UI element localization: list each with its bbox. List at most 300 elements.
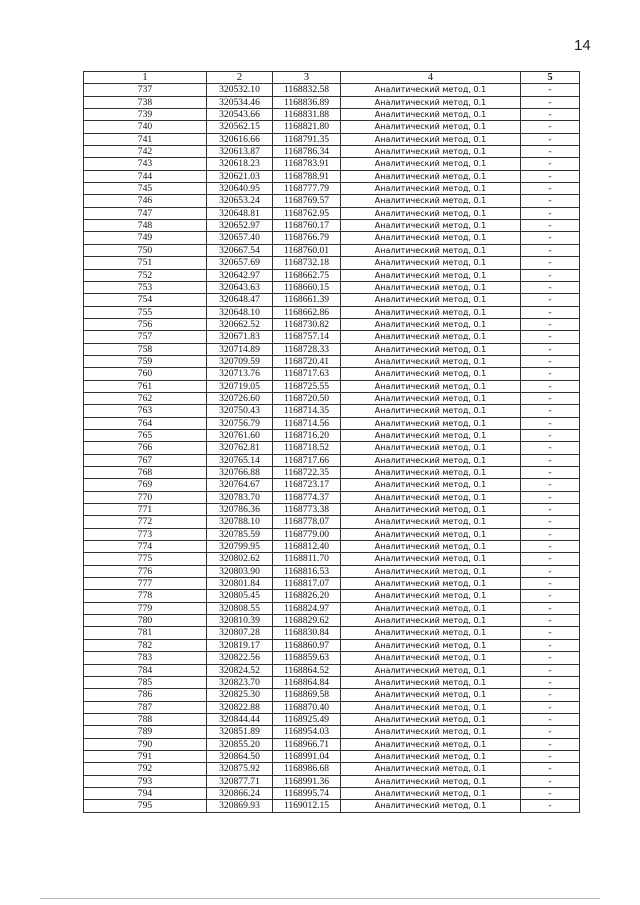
y-coordinate-cell: 1168777.79 — [273, 183, 341, 195]
accuracy-cell: - — [521, 664, 580, 676]
accuracy-cell: - — [521, 392, 580, 404]
y-coordinate-cell: 1168860.97 — [273, 639, 341, 651]
accuracy-cell: - — [521, 602, 580, 614]
method-cell: Аналитический метод, 0.1 — [341, 578, 521, 590]
table-row — [84, 565, 580, 577]
table-row — [84, 479, 580, 491]
accuracy-cell: - — [521, 553, 580, 565]
table-row — [84, 504, 580, 516]
column-header-3: 3 — [273, 72, 341, 84]
y-coordinate-cell: 1168812.40 — [273, 541, 341, 553]
table-row — [84, 467, 580, 479]
table-row — [84, 146, 580, 158]
table-row — [84, 639, 580, 651]
y-coordinate-cell: 1168864.52 — [273, 664, 341, 676]
method-cell: Аналитический метод, 0.1 — [341, 479, 521, 491]
method-cell: Аналитический метод, 0.1 — [341, 429, 521, 441]
method-cell: Аналитический метод, 0.1 — [341, 269, 521, 281]
accuracy-cell: - — [521, 368, 580, 380]
x-coordinate-cell: 320810.39 — [207, 615, 273, 627]
point-number-cell: 740 — [84, 121, 207, 133]
accuracy-cell: - — [521, 639, 580, 651]
x-coordinate-cell: 320766.88 — [207, 467, 273, 479]
accuracy-cell: - — [521, 306, 580, 318]
table-row — [84, 343, 580, 355]
method-cell: Аналитический метод, 0.1 — [341, 343, 521, 355]
point-number-cell: 792 — [84, 763, 207, 775]
accuracy-cell: - — [521, 380, 580, 392]
table-row — [84, 96, 580, 108]
method-cell: Аналитический метод, 0.1 — [341, 467, 521, 479]
y-coordinate-cell: 1168788.91 — [273, 170, 341, 182]
point-number-cell: 750 — [84, 244, 207, 256]
point-number-cell: 791 — [84, 750, 207, 762]
x-coordinate-cell: 320642.97 — [207, 269, 273, 281]
table-row — [84, 109, 580, 121]
method-cell: Аналитический метод, 0.1 — [341, 615, 521, 627]
point-number-cell: 788 — [84, 713, 207, 725]
x-coordinate-cell: 320667.54 — [207, 244, 273, 256]
accuracy-cell: - — [521, 96, 580, 108]
point-number-cell: 781 — [84, 627, 207, 639]
method-cell: Аналитический метод, 0.1 — [341, 541, 521, 553]
point-number-cell: 754 — [84, 294, 207, 306]
table-row — [84, 701, 580, 713]
y-coordinate-cell: 1168831.88 — [273, 109, 341, 121]
y-coordinate-cell: 1168859.63 — [273, 652, 341, 664]
method-cell: Аналитический метод, 0.1 — [341, 331, 521, 343]
point-number-cell: 760 — [84, 368, 207, 380]
accuracy-cell: - — [521, 504, 580, 516]
y-coordinate-cell: 1168774.37 — [273, 491, 341, 503]
accuracy-cell: - — [521, 269, 580, 281]
accuracy-cell: - — [521, 454, 580, 466]
y-coordinate-cell: 1168760.01 — [273, 244, 341, 256]
y-coordinate-cell: 1168783.91 — [273, 158, 341, 170]
x-coordinate-cell: 320616.66 — [207, 133, 273, 145]
method-cell: Аналитический метод, 0.1 — [341, 689, 521, 701]
table-row — [84, 713, 580, 725]
x-coordinate-cell: 320786.36 — [207, 504, 273, 516]
x-coordinate-cell: 320713.76 — [207, 368, 273, 380]
x-coordinate-cell: 320825.30 — [207, 689, 273, 701]
table-row — [84, 281, 580, 293]
y-coordinate-cell: 1168728.33 — [273, 343, 341, 355]
method-cell: Аналитический метод, 0.1 — [341, 504, 521, 516]
coordinates-table-container — [83, 71, 579, 813]
table-row — [84, 652, 580, 664]
x-coordinate-cell: 320877.71 — [207, 775, 273, 787]
x-coordinate-cell: 320851.89 — [207, 726, 273, 738]
method-cell: Аналитический метод, 0.1 — [341, 676, 521, 688]
y-coordinate-cell: 1168830.84 — [273, 627, 341, 639]
x-coordinate-cell: 320765.14 — [207, 454, 273, 466]
method-cell: Аналитический метод, 0.1 — [341, 170, 521, 182]
accuracy-cell: - — [521, 207, 580, 219]
y-coordinate-cell: 1168725.55 — [273, 380, 341, 392]
method-cell: Аналитический метод, 0.1 — [341, 121, 521, 133]
table-row — [84, 800, 580, 812]
y-coordinate-cell: 1168732.18 — [273, 257, 341, 269]
y-coordinate-cell: 1168995.74 — [273, 787, 341, 799]
method-cell: Аналитический метод, 0.1 — [341, 183, 521, 195]
accuracy-cell: - — [521, 787, 580, 799]
column-header-2: 2 — [207, 72, 273, 84]
accuracy-cell: - — [521, 467, 580, 479]
y-coordinate-cell: 1168991.04 — [273, 750, 341, 762]
y-coordinate-cell: 1168836.89 — [273, 96, 341, 108]
accuracy-cell: - — [521, 689, 580, 701]
accuracy-cell: - — [521, 615, 580, 627]
table-row — [84, 121, 580, 133]
accuracy-cell: - — [521, 244, 580, 256]
point-number-cell: 746 — [84, 195, 207, 207]
y-coordinate-cell: 1168660.15 — [273, 281, 341, 293]
table-row — [84, 244, 580, 256]
column-header-5: 5 — [521, 72, 580, 84]
point-number-cell: 737 — [84, 84, 207, 96]
method-cell: Аналитический метод, 0.1 — [341, 738, 521, 750]
coordinates-table — [83, 71, 580, 813]
table-row — [84, 664, 580, 676]
x-coordinate-cell: 320618.23 — [207, 158, 273, 170]
accuracy-cell: - — [521, 541, 580, 553]
accuracy-cell: - — [521, 775, 580, 787]
x-coordinate-cell: 320613.87 — [207, 146, 273, 158]
point-number-cell: 795 — [84, 800, 207, 812]
method-cell: Аналитический метод, 0.1 — [341, 417, 521, 429]
x-coordinate-cell: 320648.10 — [207, 306, 273, 318]
point-number-cell: 778 — [84, 590, 207, 602]
point-number-cell: 744 — [84, 170, 207, 182]
x-coordinate-cell: 320750.43 — [207, 405, 273, 417]
accuracy-cell: - — [521, 146, 580, 158]
y-coordinate-cell: 1168769.57 — [273, 195, 341, 207]
x-coordinate-cell: 320643.63 — [207, 281, 273, 293]
point-number-cell: 764 — [84, 417, 207, 429]
x-coordinate-cell: 320719.05 — [207, 380, 273, 392]
y-coordinate-cell: 1168816.53 — [273, 565, 341, 577]
method-cell: Аналитический метод, 0.1 — [341, 158, 521, 170]
accuracy-cell: - — [521, 183, 580, 195]
x-coordinate-cell: 320648.81 — [207, 207, 273, 219]
method-cell: Аналитический метод, 0.1 — [341, 750, 521, 762]
accuracy-cell: - — [521, 355, 580, 367]
column-header-1: 1 — [84, 72, 207, 84]
x-coordinate-cell: 320562.15 — [207, 121, 273, 133]
accuracy-cell: - — [521, 578, 580, 590]
method-cell: Аналитический метод, 0.1 — [341, 84, 521, 96]
accuracy-cell: - — [521, 726, 580, 738]
point-number-cell: 766 — [84, 442, 207, 454]
table-row — [84, 257, 580, 269]
table-row — [84, 405, 580, 417]
x-coordinate-cell: 320671.83 — [207, 331, 273, 343]
point-number-cell: 742 — [84, 146, 207, 158]
x-coordinate-cell: 320805.45 — [207, 590, 273, 602]
accuracy-cell: - — [521, 676, 580, 688]
method-cell: Аналитический метод, 0.1 — [341, 195, 521, 207]
y-coordinate-cell: 1168717.63 — [273, 368, 341, 380]
accuracy-cell: - — [521, 417, 580, 429]
x-coordinate-cell: 320875.92 — [207, 763, 273, 775]
y-coordinate-cell: 1168662.86 — [273, 306, 341, 318]
column-header-4: 4 — [341, 72, 521, 84]
method-cell: Аналитический метод, 0.1 — [341, 602, 521, 614]
table-row — [84, 726, 580, 738]
x-coordinate-cell: 320761.60 — [207, 429, 273, 441]
table-row — [84, 183, 580, 195]
y-coordinate-cell: 1168723.17 — [273, 479, 341, 491]
method-cell: Аналитический метод, 0.1 — [341, 355, 521, 367]
x-coordinate-cell: 320864.50 — [207, 750, 273, 762]
point-number-cell: 779 — [84, 602, 207, 614]
table-row — [84, 738, 580, 750]
y-coordinate-cell: 1168766.79 — [273, 232, 341, 244]
method-cell: Аналитический метод, 0.1 — [341, 553, 521, 565]
accuracy-cell: - — [521, 281, 580, 293]
table-row — [84, 491, 580, 503]
x-coordinate-cell: 320543.66 — [207, 109, 273, 121]
accuracy-cell: - — [521, 701, 580, 713]
y-coordinate-cell: 1168870.40 — [273, 701, 341, 713]
method-cell: Аналитический метод, 0.1 — [341, 652, 521, 664]
accuracy-cell: - — [521, 763, 580, 775]
point-number-cell: 780 — [84, 615, 207, 627]
x-coordinate-cell: 320803.90 — [207, 565, 273, 577]
y-coordinate-cell: 1168824.97 — [273, 602, 341, 614]
table-header-row — [84, 72, 580, 84]
method-cell: Аналитический метод, 0.1 — [341, 491, 521, 503]
y-coordinate-cell: 1168661.39 — [273, 294, 341, 306]
x-coordinate-cell: 320657.40 — [207, 232, 273, 244]
y-coordinate-cell: 1168720.41 — [273, 355, 341, 367]
point-number-cell: 755 — [84, 306, 207, 318]
y-coordinate-cell: 1168757.14 — [273, 331, 341, 343]
x-coordinate-cell: 320801.84 — [207, 578, 273, 590]
point-number-cell: 747 — [84, 207, 207, 219]
point-number-cell: 763 — [84, 405, 207, 417]
method-cell: Аналитический метод, 0.1 — [341, 380, 521, 392]
point-number-cell: 767 — [84, 454, 207, 466]
y-coordinate-cell: 1168778.07 — [273, 516, 341, 528]
point-number-cell: 773 — [84, 528, 207, 540]
point-number-cell: 738 — [84, 96, 207, 108]
table-row — [84, 553, 580, 565]
table-row — [84, 750, 580, 762]
y-coordinate-cell: 1168718.52 — [273, 442, 341, 454]
x-coordinate-cell: 320824.52 — [207, 664, 273, 676]
point-number-cell: 761 — [84, 380, 207, 392]
point-number-cell: 782 — [84, 639, 207, 651]
y-coordinate-cell: 1168811.70 — [273, 553, 341, 565]
point-number-cell: 770 — [84, 491, 207, 503]
accuracy-cell: - — [521, 627, 580, 639]
table-row — [84, 417, 580, 429]
method-cell: Аналитический метод, 0.1 — [341, 405, 521, 417]
accuracy-cell: - — [521, 528, 580, 540]
accuracy-cell: - — [521, 158, 580, 170]
point-number-cell: 774 — [84, 541, 207, 553]
table-row — [84, 133, 580, 145]
accuracy-cell: - — [521, 232, 580, 244]
method-cell: Аналитический метод, 0.1 — [341, 590, 521, 602]
point-number-cell: 783 — [84, 652, 207, 664]
table-row — [84, 454, 580, 466]
y-coordinate-cell: 1168954.03 — [273, 726, 341, 738]
method-cell: Аналитический метод, 0.1 — [341, 664, 521, 676]
point-number-cell: 794 — [84, 787, 207, 799]
x-coordinate-cell: 320808.55 — [207, 602, 273, 614]
method-cell: Аналитический метод, 0.1 — [341, 207, 521, 219]
x-coordinate-cell: 320657.69 — [207, 257, 273, 269]
table-row — [84, 170, 580, 182]
table-row — [84, 331, 580, 343]
point-number-cell: 793 — [84, 775, 207, 787]
point-number-cell: 743 — [84, 158, 207, 170]
y-coordinate-cell: 1168662.75 — [273, 269, 341, 281]
method-cell: Аналитический метод, 0.1 — [341, 232, 521, 244]
y-coordinate-cell: 1168966.71 — [273, 738, 341, 750]
y-coordinate-cell: 1169012.15 — [273, 800, 341, 812]
accuracy-cell: - — [521, 405, 580, 417]
y-coordinate-cell: 1168826.20 — [273, 590, 341, 602]
table-row — [84, 627, 580, 639]
table-row — [84, 380, 580, 392]
accuracy-cell: - — [521, 565, 580, 577]
point-number-cell: 768 — [84, 467, 207, 479]
x-coordinate-cell: 320822.88 — [207, 701, 273, 713]
table-row — [84, 368, 580, 380]
y-coordinate-cell: 1168760.17 — [273, 220, 341, 232]
accuracy-cell: - — [521, 331, 580, 343]
y-coordinate-cell: 1168791.35 — [273, 133, 341, 145]
table-row — [84, 775, 580, 787]
point-number-cell: 748 — [84, 220, 207, 232]
x-coordinate-cell: 320648.47 — [207, 294, 273, 306]
point-number-cell: 758 — [84, 343, 207, 355]
table-row — [84, 602, 580, 614]
point-number-cell: 762 — [84, 392, 207, 404]
page-number: 14 — [574, 37, 591, 54]
point-number-cell: 765 — [84, 429, 207, 441]
x-coordinate-cell: 320756.79 — [207, 417, 273, 429]
method-cell: Аналитический метод, 0.1 — [341, 516, 521, 528]
y-coordinate-cell: 1168717.66 — [273, 454, 341, 466]
y-coordinate-cell: 1168925.49 — [273, 713, 341, 725]
table-row — [84, 516, 580, 528]
table-row — [84, 306, 580, 318]
accuracy-cell: - — [521, 442, 580, 454]
method-cell: Аналитический метод, 0.1 — [341, 726, 521, 738]
y-coordinate-cell: 1168714.35 — [273, 405, 341, 417]
x-coordinate-cell: 320534.46 — [207, 96, 273, 108]
method-cell: Аналитический метод, 0.1 — [341, 109, 521, 121]
point-number-cell: 790 — [84, 738, 207, 750]
point-number-cell: 787 — [84, 701, 207, 713]
x-coordinate-cell: 320799.95 — [207, 541, 273, 553]
accuracy-cell: - — [521, 750, 580, 762]
point-number-cell: 785 — [84, 676, 207, 688]
method-cell: Аналитический метод, 0.1 — [341, 392, 521, 404]
accuracy-cell: - — [521, 121, 580, 133]
method-cell: Аналитический метод, 0.1 — [341, 294, 521, 306]
table-row — [84, 269, 580, 281]
bottom-rule — [40, 898, 600, 899]
point-number-cell: 789 — [84, 726, 207, 738]
table-row — [84, 84, 580, 96]
point-number-cell: 772 — [84, 516, 207, 528]
table-row — [84, 294, 580, 306]
y-coordinate-cell: 1168991.36 — [273, 775, 341, 787]
accuracy-cell: - — [521, 713, 580, 725]
method-cell: Аналитический метод, 0.1 — [341, 133, 521, 145]
y-coordinate-cell: 1168817.07 — [273, 578, 341, 590]
point-number-cell: 786 — [84, 689, 207, 701]
point-number-cell: 775 — [84, 553, 207, 565]
y-coordinate-cell: 1168832.58 — [273, 84, 341, 96]
method-cell: Аналитический метод, 0.1 — [341, 318, 521, 330]
y-coordinate-cell: 1168779.00 — [273, 528, 341, 540]
accuracy-cell: - — [521, 109, 580, 121]
x-coordinate-cell: 320866.24 — [207, 787, 273, 799]
y-coordinate-cell: 1168773.38 — [273, 504, 341, 516]
method-cell: Аналитический метод, 0.1 — [341, 244, 521, 256]
x-coordinate-cell: 320823.70 — [207, 676, 273, 688]
accuracy-cell: - — [521, 479, 580, 491]
x-coordinate-cell: 320788.10 — [207, 516, 273, 528]
method-cell: Аналитический метод, 0.1 — [341, 454, 521, 466]
method-cell: Аналитический метод, 0.1 — [341, 96, 521, 108]
accuracy-cell: - — [521, 590, 580, 602]
accuracy-cell: - — [521, 516, 580, 528]
y-coordinate-cell: 1168864.84 — [273, 676, 341, 688]
accuracy-cell: - — [521, 133, 580, 145]
y-coordinate-cell: 1168722.35 — [273, 467, 341, 479]
method-cell: Аналитический метод, 0.1 — [341, 713, 521, 725]
x-coordinate-cell: 320640.95 — [207, 183, 273, 195]
table-row — [84, 676, 580, 688]
accuracy-cell: - — [521, 738, 580, 750]
x-coordinate-cell: 320819.17 — [207, 639, 273, 651]
accuracy-cell: - — [521, 220, 580, 232]
accuracy-cell: - — [521, 84, 580, 96]
method-cell: Аналитический метод, 0.1 — [341, 701, 521, 713]
x-coordinate-cell: 320621.03 — [207, 170, 273, 182]
table-row — [84, 195, 580, 207]
x-coordinate-cell: 320802.62 — [207, 553, 273, 565]
y-coordinate-cell: 1168714.56 — [273, 417, 341, 429]
y-coordinate-cell: 1168730.82 — [273, 318, 341, 330]
point-number-cell: 739 — [84, 109, 207, 121]
y-coordinate-cell: 1168762.95 — [273, 207, 341, 219]
x-coordinate-cell: 320653.24 — [207, 195, 273, 207]
method-cell: Аналитический метод, 0.1 — [341, 787, 521, 799]
point-number-cell: 757 — [84, 331, 207, 343]
point-number-cell: 771 — [84, 504, 207, 516]
y-coordinate-cell: 1168869.58 — [273, 689, 341, 701]
x-coordinate-cell: 320807.28 — [207, 627, 273, 639]
table-row — [84, 689, 580, 701]
table-row — [84, 392, 580, 404]
point-number-cell: 741 — [84, 133, 207, 145]
y-coordinate-cell: 1168786.34 — [273, 146, 341, 158]
table-row — [84, 590, 580, 602]
x-coordinate-cell: 320822.56 — [207, 652, 273, 664]
method-cell: Аналитический метод, 0.1 — [341, 442, 521, 454]
table-row — [84, 541, 580, 553]
table-row — [84, 318, 580, 330]
